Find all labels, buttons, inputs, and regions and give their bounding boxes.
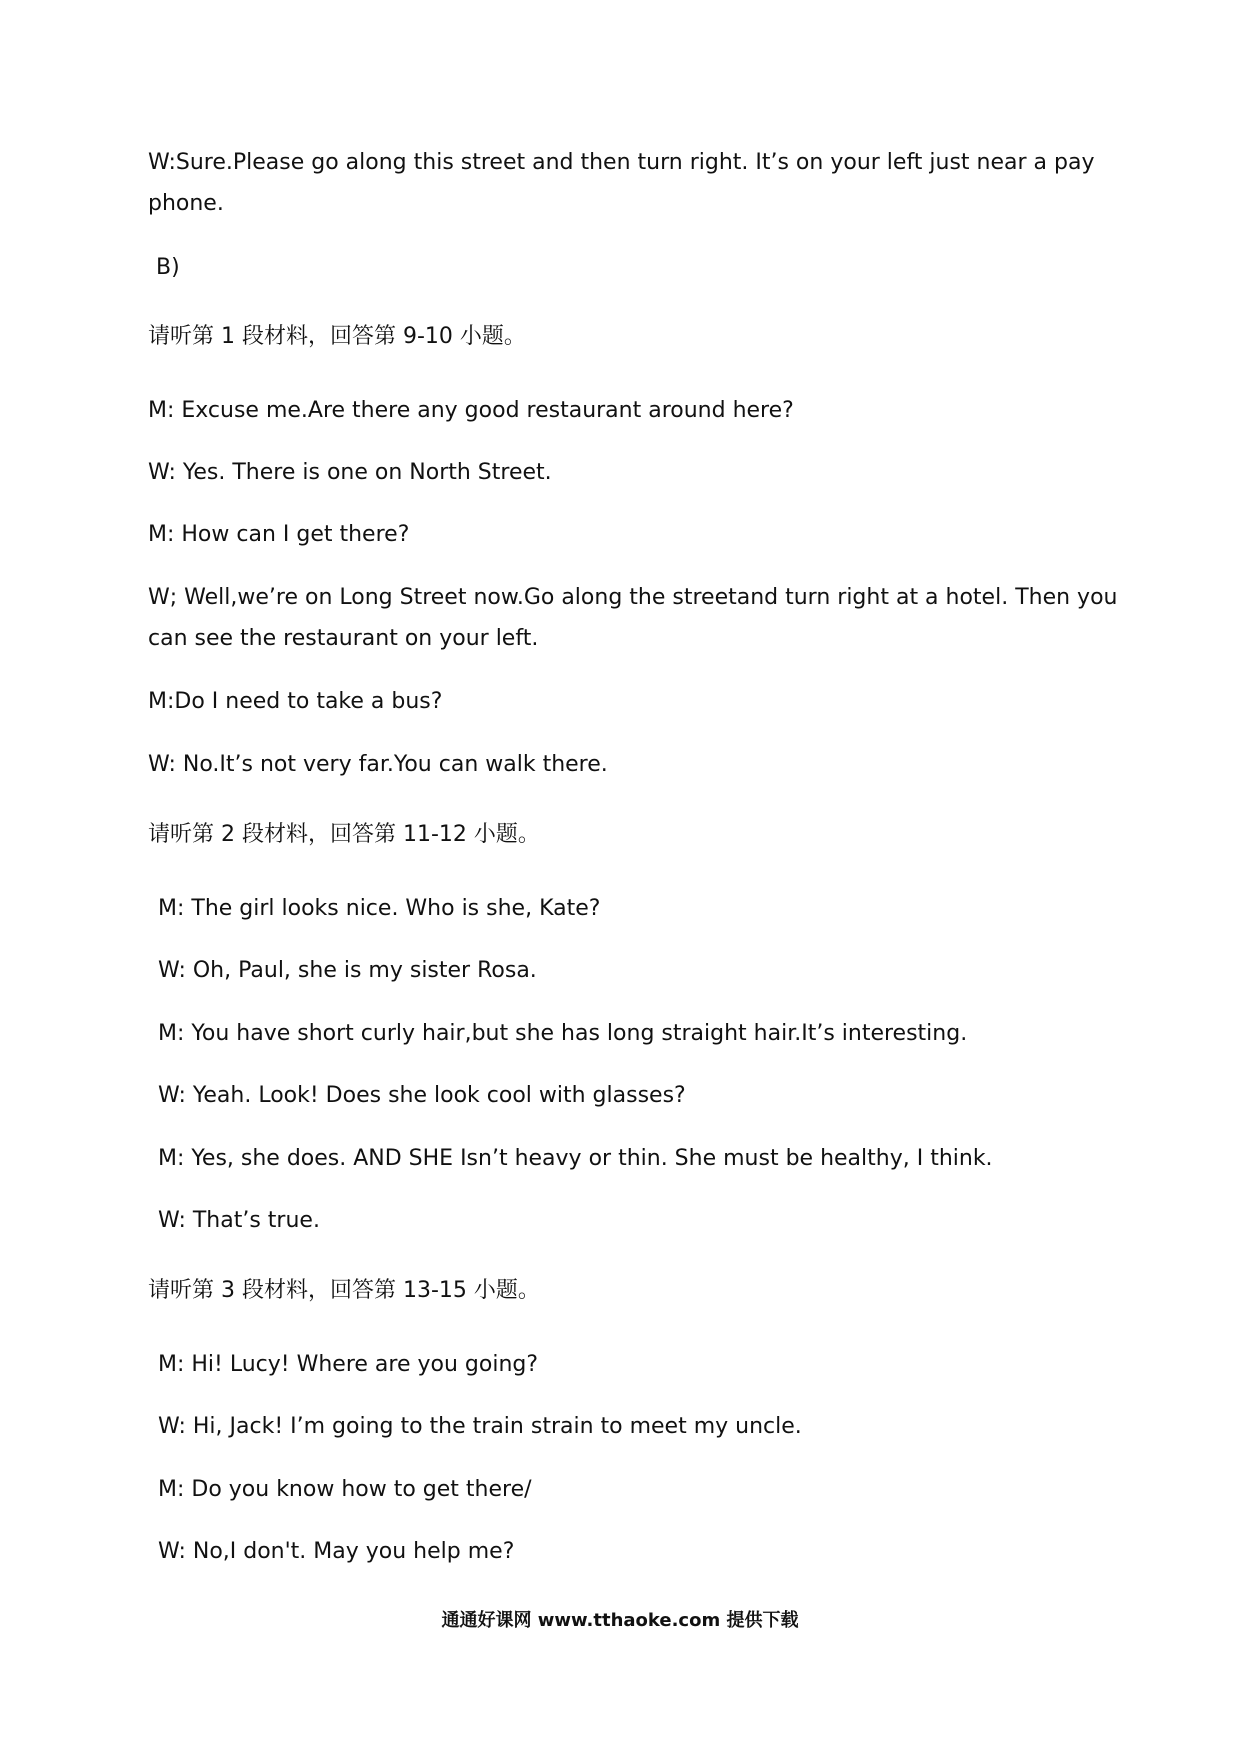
page-footer: 通通好课网 www.tthaoke.com 提供下载 — [441, 1610, 799, 1631]
dialogue-line: M: Excuse me.Are there any good restaurant around here? — [148, 398, 794, 423]
dialogue-line: W: Hi, Jack! I’m going to the train strain to meet my uncle. — [158, 1414, 802, 1439]
dialogue-line: W: Yeah. Look! Does she look cool with glasses? — [158, 1083, 686, 1108]
dialogue-line: W: Oh, Paul, she is my sister Rosa. — [158, 958, 537, 983]
section-heading: 请听第 2 段材料，回答第 11-12 小题。 — [148, 822, 540, 847]
dialogue-line: W; Well,we’re on Long Street now.Go along the streetand turn right at a hotel. Then you — [148, 585, 1118, 610]
dialogue-line: can see the restaurant on your left. — [148, 626, 539, 651]
dialogue-line: M: Hi! Lucy! Where are you going? — [158, 1352, 539, 1377]
dialogue-line: W: No,I don't. May you help me? — [158, 1539, 515, 1564]
section-label: B) — [156, 255, 180, 280]
dialogue-line: W:Sure.Please go along this street and then turn right. It’s on your left just near a pay — [148, 150, 1095, 175]
dialogue-line: W: No.It’s not very far.You can walk there. — [148, 752, 608, 777]
dialogue-line: M: You have short curly hair,but she has long straight hair.It’s interesting. — [158, 1021, 968, 1046]
dialogue-line: M: The girl looks nice. Who is she, Kate? — [158, 896, 601, 921]
dialogue-line: M: Yes, she does. AND SHE Isn’t heavy or thin. She must be healthy, I think. — [158, 1146, 993, 1171]
section-heading: 请听第 1 段材料，回答第 9-10 小题。 — [148, 324, 526, 349]
dialogue-line: W: Yes. There is one on North Street. — [148, 460, 552, 485]
section-heading: 请听第 3 段材料，回答第 13-15 小题。 — [148, 1278, 540, 1303]
dialogue-line: M: How can I get there? — [148, 522, 410, 547]
dialogue-line: phone. — [148, 191, 224, 216]
dialogue-line: M: Do you know how to get there/ — [158, 1477, 532, 1502]
dialogue-line: M:Do I need to take a bus? — [148, 689, 443, 714]
dialogue-line: W: That’s true. — [158, 1208, 320, 1233]
